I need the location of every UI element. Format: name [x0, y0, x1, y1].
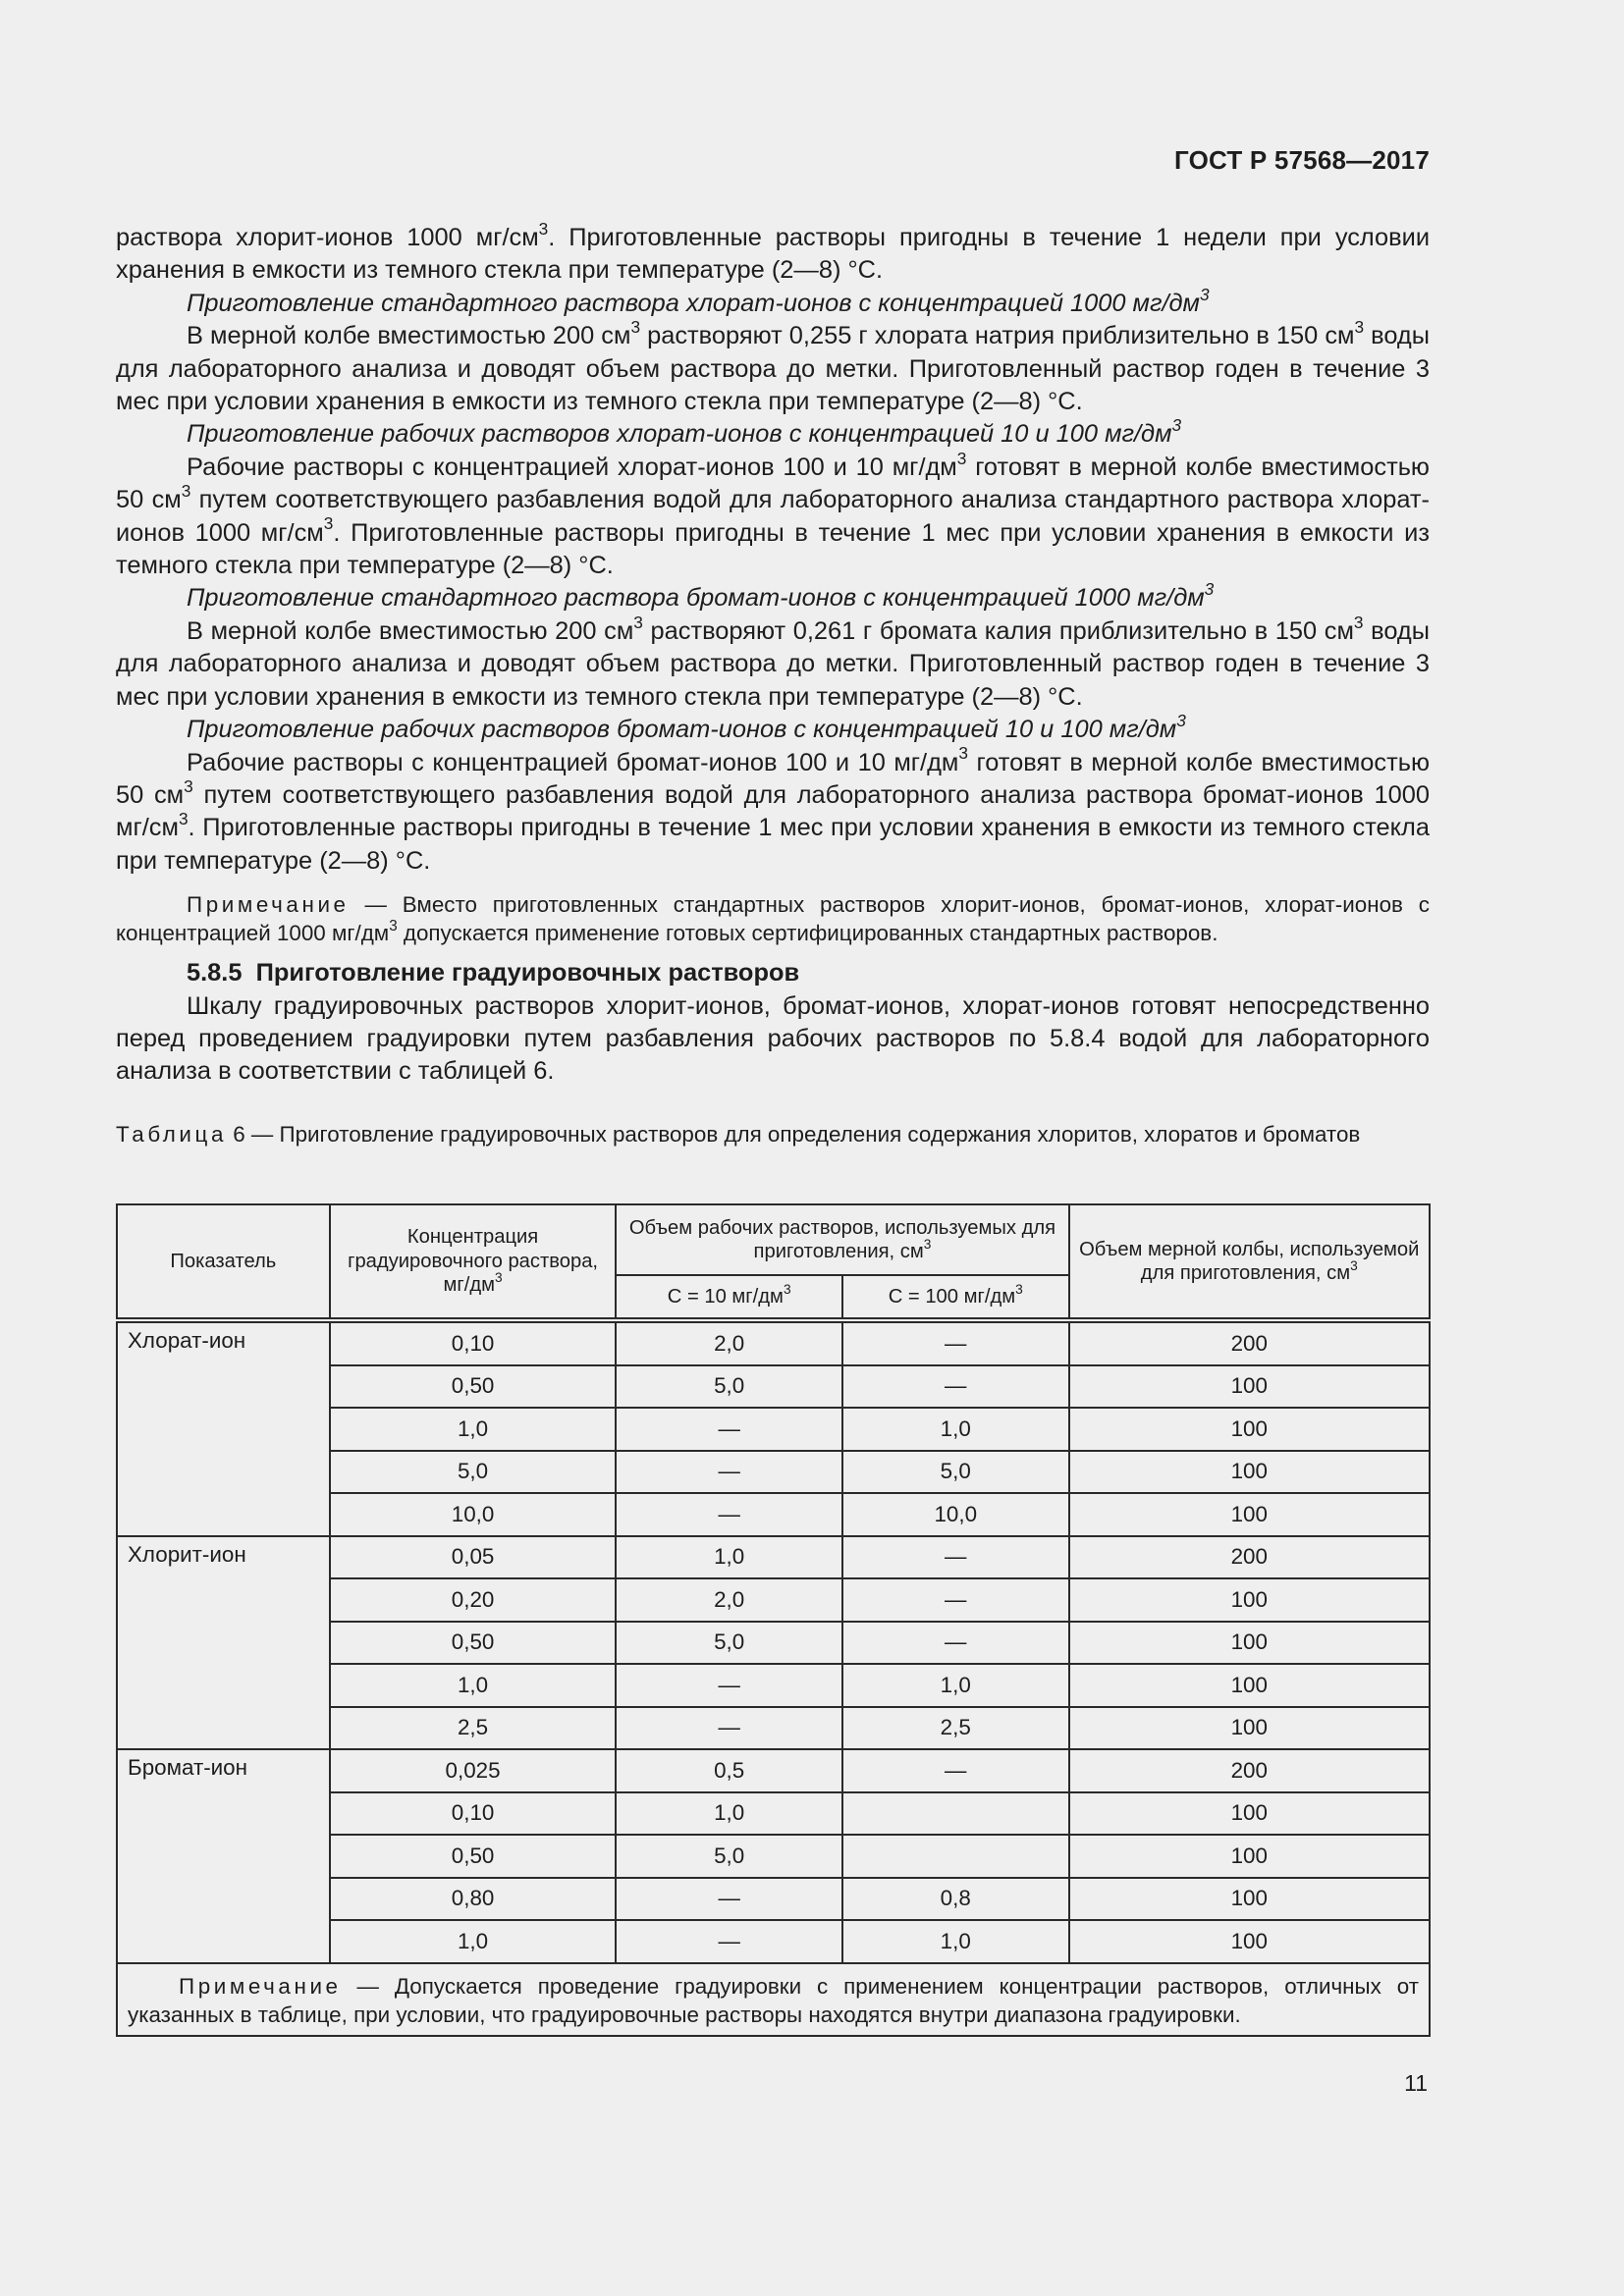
table-row — [117, 1749, 1430, 1792]
cell-concentration: 1,0 — [330, 1664, 617, 1707]
cell-c10: 2,0 — [616, 1578, 842, 1622]
cell-flask: 100 — [1069, 1365, 1430, 1409]
header-c100: С = 100 $мг/дм^3$ — [842, 1275, 1069, 1320]
page-number: 11 — [1404, 2070, 1428, 2096]
cell-concentration: 1,0 — [330, 1408, 617, 1451]
cell-c10: 1,0 — [616, 1792, 842, 1836]
document-code-header: ГОСТ Р 57568—2017 — [1174, 145, 1430, 175]
cell-c10: — — [616, 1707, 842, 1750]
cell-c100: — — [842, 1365, 1069, 1409]
paragraph-bromate-working: Рабочие растворы с концентрацией бромат-ионов 100 и 10 $мг/дм^3$ готовят в мерной колбе вместимостью 50 $см^3$ путем соответствующего разбавления водой для лабораторного анализа раствора бромат-ионов 1000 $мг/см^3$. Приготовленные растворы пригодны в течение 1 мес при условии хранения в емкости из темного стекла при температуре (2—8) °С. — [116, 743, 1430, 875]
table-note-row — [117, 1963, 1430, 2036]
cell-c100: 1,0 — [842, 1408, 1069, 1451]
cell-c10: — — [616, 1493, 842, 1536]
cell-concentration: 0,10 — [330, 1320, 617, 1365]
cell-flask: 200 — [1069, 1536, 1430, 1579]
cell-flask: 100 — [1069, 1493, 1430, 1536]
section-heading-5-8-5: 5.8.5 Приготовление градуировочных растворов — [187, 959, 800, 988]
cell-c10: 1,0 — [616, 1536, 842, 1579]
cell-c10: 5,0 — [616, 1835, 842, 1878]
cell-c10: 0,5 — [616, 1749, 842, 1792]
cell-concentration: 0,20 — [330, 1578, 617, 1622]
cell-c10: — — [616, 1920, 842, 1963]
subheading-bromate-standard: Приготовление стандартного раствора бромат-ионов с концентрацией 1000 $мг/дм^3$ — [187, 579, 1215, 613]
cell-indicator: Хлорат-ион — [117, 1320, 330, 1536]
table-note — [117, 1963, 1430, 2036]
cell-concentration: 0,10 — [330, 1792, 617, 1836]
table-row — [117, 1320, 1430, 1365]
cell-c100: 0,8 — [842, 1878, 1069, 1921]
cell-flask: 200 — [1069, 1320, 1430, 1365]
cell-flask: 100 — [1069, 1622, 1430, 1665]
cell-concentration: 0,50 — [330, 1835, 617, 1878]
cell-concentration: 0,50 — [330, 1622, 617, 1665]
cell-c100 — [842, 1792, 1069, 1836]
header-concentration: Концентрация градуировочного раствора, $мг/дм^3$ — [330, 1204, 617, 1320]
cell-c10: 2,0 — [616, 1320, 842, 1365]
cell-concentration: 1,0 — [330, 1920, 617, 1963]
cell-c10: — — [616, 1408, 842, 1451]
cell-c100: — — [842, 1320, 1069, 1365]
cell-flask: 100 — [1069, 1920, 1430, 1963]
cell-flask: 100 — [1069, 1835, 1430, 1878]
cell-flask: 100 — [1069, 1451, 1430, 1494]
cell-c100: — — [842, 1578, 1069, 1622]
header-c10: С = 10 $мг/дм^3$ — [616, 1275, 842, 1320]
header-working-volume: Объем рабочих растворов, используемых для приготовления, $см^3$ — [616, 1204, 1068, 1275]
body-text — [116, 218, 1431, 1089]
paragraph-bromate-standard: В мерной колбе вместимостью 200 $см^3$ растворяют 0,261 г бромата калия приблизительно в 150 $см^3$ воды для лабораторного анализа и доводят объем раствора до метки. Приготовленный раствор годен в течение 3 мес при условии хранения в емкости из темного стекла при температуре (2—8) °С. — [116, 612, 1431, 711]
paragraph-chlorite-end: раствора хлорит-ионов 1000 $мг/см^3$. Приготовленные растворы пригодны в течение 1 недели при условии хранения в емкости из темного стекла при температуре (2—8) °С. — [116, 218, 1430, 285]
subheading-chlorate-standard: Приготовление стандартного раствора хлорат-ионов с концентрацией 1000 $мг/дм^3$ — [187, 284, 1210, 317]
cell-c100: 5,0 — [842, 1451, 1069, 1494]
cell-flask: 100 — [1069, 1707, 1430, 1750]
cell-flask: 100 — [1069, 1878, 1430, 1921]
header-indicator: Показатель — [117, 1204, 330, 1320]
note-standard-solutions: Примечание — Вместо приготовленных стандартных растворов хлорит-ионов, бромат-ионов, хлорат-ионов с концентрацией 1000 $мг/дм^3$ допускается применение готовых сертифицированных стандартных растворов. — [116, 892, 1430, 946]
cell-c10: — — [616, 1664, 842, 1707]
cell-c100 — [842, 1835, 1069, 1878]
table-note-label: Примечание — [179, 1973, 342, 1999]
cell-c100: 10,0 — [842, 1493, 1069, 1536]
calibration-table — [116, 1203, 1431, 2037]
cell-flask: 100 — [1069, 1578, 1430, 1622]
table-row — [117, 1536, 1430, 1579]
cell-c10: — — [616, 1451, 842, 1494]
paragraph-calibration: Шкалу градуировочных растворов хлорит-ионов, бромат-ионов, хлорат-ионов готовят непосредственно перед проведением градуировки путем разбавления рабочих растворов по 5.8.4 водой для лабораторного анализа в соответствии с таблицей 6. — [116, 991, 1430, 1086]
cell-flask: 100 — [1069, 1408, 1430, 1451]
cell-c10: — — [616, 1878, 842, 1921]
cell-c100: 1,0 — [842, 1920, 1069, 1963]
table-note-text: — Допускается проведение градуировки с применением концентрации растворов, отличных от указанных в таблице, при условии, что градуировочные растворы находятся внутри диапазона градуировки. — [128, 1973, 1419, 2027]
cell-c100: — — [842, 1622, 1069, 1665]
subheading-chlorate-working: Приготовление рабочих растворов хлорат-ионов с концентрацией 10 и 100 $мг/дм^3$ — [187, 415, 1182, 449]
cell-concentration: 5,0 — [330, 1451, 617, 1494]
cell-concentration: 2,5 — [330, 1707, 617, 1750]
cell-c10: 5,0 — [616, 1622, 842, 1665]
cell-indicator: Хлорит-ион — [117, 1536, 330, 1750]
paragraph-chlorate-working: Рабочие растворы с концентрацией хлорат-ионов 100 и 10 $мг/дм^3$ готовят в мерной колбе вместимостью 50 $см^3$ путем соответствующего разбавления водой для лабораторного анализа стандартного раствора хлорат-ионов 1000 $мг/см^3$. Приготовленные растворы пригодны в течение 1 мес при условии хранения в емкости из темного стекла при температуре (2—8) °С. — [116, 448, 1430, 580]
cell-concentration: 0,50 — [330, 1365, 617, 1409]
cell-c100: — — [842, 1749, 1069, 1792]
cell-flask: 200 — [1069, 1749, 1430, 1792]
table-caption: Таблица 6 — Приготовление градуировочных растворов для определения содержания хлоритов, хлоратов и броматов — [116, 1122, 1361, 1147]
cell-flask: 100 — [1069, 1792, 1430, 1836]
paragraph-chlorate-standard: В мерной колбе вместимостью 200 $см^3$ растворяют 0,255 г хлората натрия приблизительно в 150 $см^3$ воды для лабораторного анализа и доводят объем раствора до метки. Приготовленный раствор годен в течение 3 мес при условии хранения в емкости из темного стекла при температуре (2—8) °С. — [116, 317, 1430, 416]
cell-c10: 5,0 — [616, 1365, 842, 1409]
table-body — [117, 1320, 1430, 2036]
cell-c100: — — [842, 1536, 1069, 1579]
cell-concentration: 0,025 — [330, 1749, 617, 1792]
cell-concentration: 0,05 — [330, 1536, 617, 1579]
cell-flask: 100 — [1069, 1664, 1430, 1707]
cell-concentration: 0,80 — [330, 1878, 617, 1921]
cell-c100: 1,0 — [842, 1664, 1069, 1707]
header-flask-volume: Объем мерной колбы, используемой для приготовления, $см^3$ — [1069, 1204, 1430, 1320]
cell-indicator: Бромат-ион — [117, 1749, 330, 1963]
cell-c100: 2,5 — [842, 1707, 1069, 1750]
subheading-bromate-working: Приготовление рабочих растворов бромат-ионов с концентрацией 10 и 100 $мг/дм^3$ — [187, 710, 1186, 744]
cell-concentration: 10,0 — [330, 1493, 617, 1536]
